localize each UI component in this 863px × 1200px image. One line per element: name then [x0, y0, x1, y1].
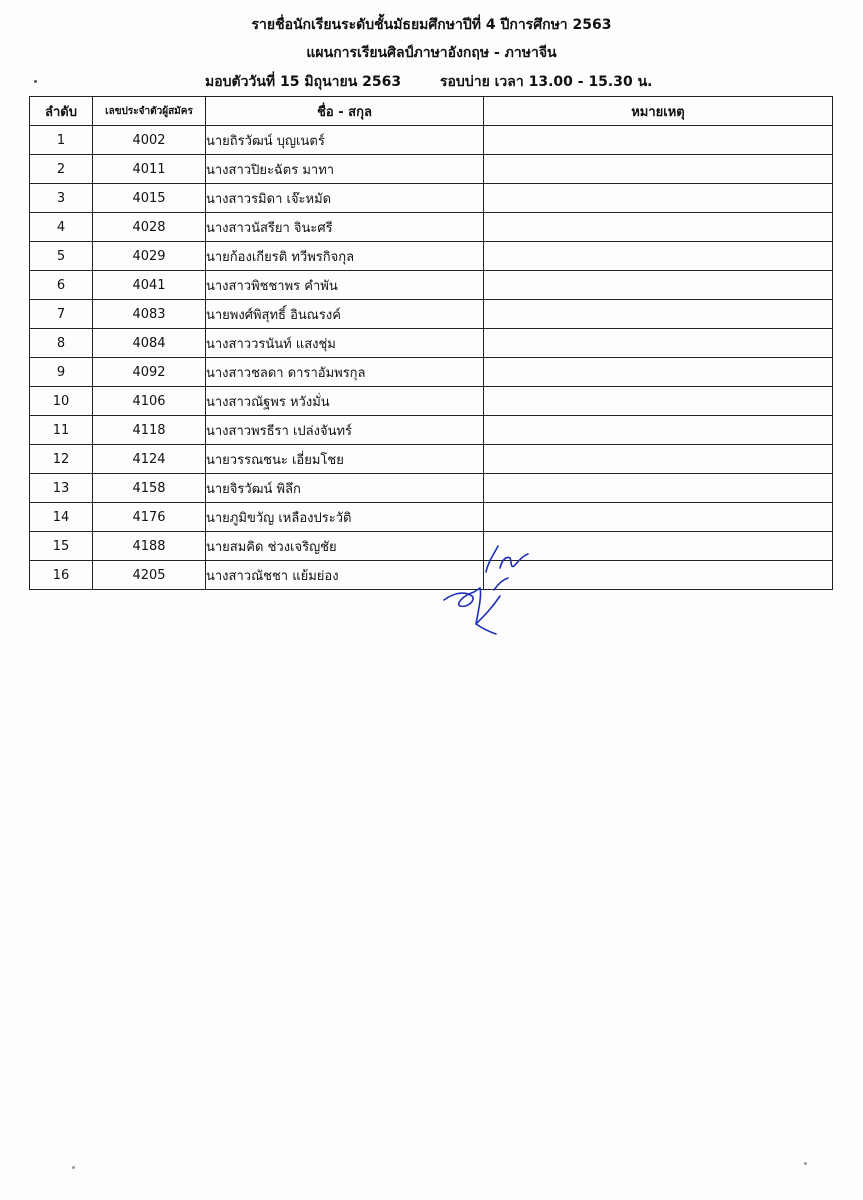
cell-name: นางสาวพิชชาพร คำพัน — [206, 271, 484, 300]
cell-name: นางสาวปิยะฉัตร มาทา — [206, 155, 484, 184]
cell-order: 2 — [30, 155, 93, 184]
cell-name: นางสาวนัสรียา จินะศรี — [206, 213, 484, 242]
cell-remark — [484, 329, 833, 358]
cell-applicant-id: 4158 — [93, 474, 206, 503]
column-header-name: ชื่อ - สกุล — [206, 97, 484, 126]
paper-speck — [804, 1162, 807, 1165]
table-row — [30, 155, 833, 184]
cell-name: นางสาวณัชชา แย้มย่อง — [206, 561, 484, 590]
table-header-row — [30, 97, 833, 126]
table-row — [30, 126, 833, 155]
cell-order: 14 — [30, 503, 93, 532]
cell-applicant-id: 4106 — [93, 387, 206, 416]
document-session-time: รอบบ่าย เวลา 13.00 - 15.30 น. — [440, 74, 653, 90]
cell-remark — [484, 126, 833, 155]
table-row — [30, 503, 833, 532]
cell-name: นางสาววรนันท์ แสงชุ่ม — [206, 329, 484, 358]
table-row — [30, 184, 833, 213]
cell-remark — [484, 474, 833, 503]
cell-applicant-id: 4002 — [93, 126, 206, 155]
cell-remark — [484, 184, 833, 213]
cell-applicant-id: 4118 — [93, 416, 206, 445]
table-row — [30, 358, 833, 387]
table-row — [30, 445, 833, 474]
cell-applicant-id: 4084 — [93, 329, 206, 358]
cell-order: 9 — [30, 358, 93, 387]
cell-name: นายถิรวัฒน์ บุญเนตร์ — [206, 126, 484, 155]
cell-name: นายจิรวัฒน์ พิลึก — [206, 474, 484, 503]
table-row — [30, 532, 833, 561]
cell-applicant-id: 4028 — [93, 213, 206, 242]
column-header-order: ลำดับ — [30, 97, 93, 126]
cell-applicant-id: 4205 — [93, 561, 206, 590]
cell-applicant-id: 4083 — [93, 300, 206, 329]
cell-name: นายสมคิด ช่วงเจริญชัย — [206, 532, 484, 561]
cell-applicant-id: 4041 — [93, 271, 206, 300]
table-row — [30, 387, 833, 416]
cell-applicant-id: 4011 — [93, 155, 206, 184]
cell-order: 16 — [30, 561, 93, 590]
cell-order: 13 — [30, 474, 93, 503]
cell-remark — [484, 155, 833, 184]
cell-remark — [484, 416, 833, 445]
column-header-remark: หมายเหตุ — [484, 97, 833, 126]
signature-icon — [438, 538, 548, 638]
cell-remark — [484, 300, 833, 329]
document-subtitle-program: แผนการเรียนศิลป์ภาษาอังกฤษ - ภาษาจีน — [306, 45, 557, 61]
table-row — [30, 416, 833, 445]
table-row — [30, 242, 833, 271]
paper-speck — [72, 1166, 75, 1169]
cell-remark — [484, 242, 833, 271]
cell-order: 11 — [30, 416, 93, 445]
cell-order: 4 — [30, 213, 93, 242]
document-date: มอบตัววันที่ 15 มิถุนายน 2563 — [205, 74, 402, 90]
cell-order: 12 — [30, 445, 93, 474]
table-row — [30, 213, 833, 242]
document-title: รายชื่อนักเรียนระดับชั้นมัธยมศึกษาปีที่ 4 ปีการศึกษา 2563 — [251, 17, 612, 33]
cell-name: นายก้องเกียรติ ทวีพรกิจกุล — [206, 242, 484, 271]
cell-name: นายวรรณชนะ เอี่ยมโชย — [206, 445, 484, 474]
cell-remark — [484, 358, 833, 387]
cell-order: 8 — [30, 329, 93, 358]
cell-name: นางสาวชลดา ดาราอัมพรกุล — [206, 358, 484, 387]
cell-order: 6 — [30, 271, 93, 300]
cell-name: นางสาวพรธีรา เปล่งจันทร์ — [206, 416, 484, 445]
cell-order: 1 — [30, 126, 93, 155]
table-row — [30, 300, 833, 329]
column-header-applicant-id: เลขประจำตัวผู้สมัคร — [93, 97, 206, 126]
cell-remark — [484, 445, 833, 474]
cell-order: 5 — [30, 242, 93, 271]
cell-applicant-id: 4029 — [93, 242, 206, 271]
cell-remark — [484, 213, 833, 242]
table-row — [30, 329, 833, 358]
cell-order: 15 — [30, 532, 93, 561]
cell-name: นายภูมิขวัญ เหลืองประวัติ — [206, 503, 484, 532]
cell-order: 3 — [30, 184, 93, 213]
cell-name: นางสาวรมิดา เจ๊ะหมัด — [206, 184, 484, 213]
table-row — [30, 271, 833, 300]
cell-order: 10 — [30, 387, 93, 416]
cell-name: นายพงศ์พิสุทธิ์ อินณรงค์ — [206, 300, 484, 329]
cell-applicant-id: 4124 — [93, 445, 206, 474]
table-row — [30, 474, 833, 503]
cell-remark — [484, 387, 833, 416]
table-row — [30, 561, 833, 590]
cell-applicant-id: 4015 — [93, 184, 206, 213]
cell-remark — [484, 271, 833, 300]
student-roster-table — [29, 96, 833, 590]
cell-applicant-id: 4092 — [93, 358, 206, 387]
cell-order: 7 — [30, 300, 93, 329]
cell-name: นางสาวณัฐพร หวังมั่น — [206, 387, 484, 416]
cell-remark — [484, 503, 833, 532]
cell-applicant-id: 4176 — [93, 503, 206, 532]
paper-speck — [34, 80, 37, 83]
cell-applicant-id: 4188 — [93, 532, 206, 561]
